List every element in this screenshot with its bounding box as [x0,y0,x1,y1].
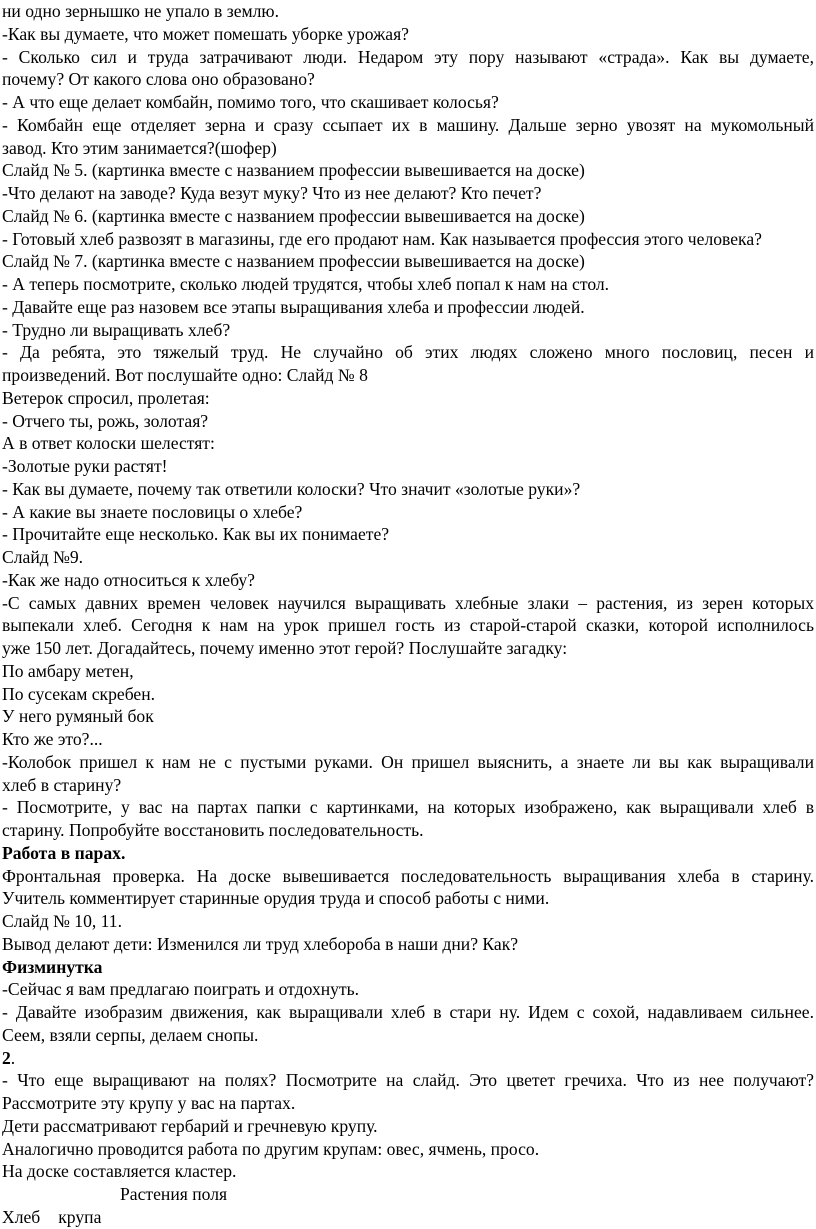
text-line: Слайд №9. [2,547,84,567]
text-line: Рассмотрите эту крупу у вас на партах. [2,1093,296,1113]
text-line: -С самых давних времен человек научился выращивать хлебные злаки – растения, из зерен которых [2,592,814,613]
text-line: хлеб в старину? [2,774,122,795]
section-number-value: 2 [2,1047,11,1068]
text-line: почему? От какого слова оно образовано? [2,69,315,90]
poem-line: -Золотые руки растят! [2,456,168,476]
text-line: ни одно зернышко не упало в землю. [2,1,279,21]
text-line: -Сейчас я вам предлагаю поиграть и отдохнуть. [2,979,360,1000]
text-line: завод. Кто этим занимается?(шофер) [2,137,277,158]
text-line: - Да ребята, это тяжелый труд. Не случайно об этих людях сложено много пословиц, песен и [2,342,814,363]
cluster-row [2,1206,816,1229]
text-line: На доске составляется кластер. [2,1161,237,1182]
text-line: Аналогично проводится работа по другим крупам: овес, ячмень, просо. [2,1138,540,1159]
cluster-item-bread: Хлеб [2,1206,41,1227]
text-line: выпекали хлеб. Сегодня к нам на урок пришел гость из старой-старой сказки, которой исполнилось [2,615,814,636]
text-line: - Комбайн еще отделяет зерна и сразу ссыпает их в машину. Дальше зерно увозят на мукомольный [2,114,814,135]
riddle-line: У него румяный бок [2,706,154,727]
text-line: Учитель комментирует старинные орудия труда и способ работы с ними. [2,888,550,909]
section-heading: Работа в парах. [2,842,126,863]
poem-line: А в ответ колоски шелестят: [2,433,215,454]
poem-line: Ветерок спросил, пролетая: [2,387,210,408]
text-line: старину. Попробуйте восстановить последовательность. [2,820,424,840]
text-line: - Как вы думаете, почему так ответили колоски? Что значит «золотые руки»? [2,478,581,499]
text-line: - Трудно ли выращивать хлеб? [2,319,231,340]
section-number-suffix: . [10,1047,16,1068]
text-line: Слайд № 7. (картинка вместе с названием профессии вывешивается на доске) [2,251,585,272]
text-line: Фронтальная проверка. На доске вывешивается последовательность выращивания хлеба в старину. [2,865,814,886]
text-line: произведений. Вот послушайте одно: Слайд № 8 [2,365,368,385]
text-line: Вывод делают дети: Изменился ли труд хлебороба в наши дни? Как? [2,933,519,954]
text-line: -Как вы думаете, что может помешать уборке урожая? [2,23,409,44]
section-heading: Физминутка [2,956,103,977]
text-line: уже 150 лет. Догадайтесь, почему именно этот герой? Послушайте загадку: [2,638,568,658]
text-line: - А что еще делает комбайн, помимо того, что скашивает колосья? [2,92,499,112]
text-line: Дети рассматривают гербарий и гречневую крупу. [2,1115,378,1136]
text-line: -Как же надо относиться к хлебу? [2,569,255,590]
riddle-line: По амбару метен, [2,660,134,681]
poem-line: - Отчего ты, рожь, золотая? [2,410,209,431]
text-line: Сеем, взяли серпы, делаем снопы. [2,1024,259,1045]
text-line: - Сколько сил и труда затрачивают люди. Недаром эту пору называют «страда». Как вы думаете, [2,46,814,67]
riddle-line: По сусекам скребен. [2,683,156,704]
text-line: - Что еще выращивают на полях? Посмотрите на слайд. Это цветет гречиха. Что из нее получают? [2,1070,814,1091]
text-line: - Посмотрите, у вас на партах папки с картинками, на которых изображено, как выращивали хлеб в [2,797,814,818]
riddle-line: Кто же это?... [2,729,103,749]
text-line: -Что делают на заводе? Куда везут муку? Что из нее делают? Кто печет? [2,183,542,203]
text-line: - Давайте еще раз назовем все этапы выращивания хлеба и профессии людей. [2,296,585,317]
text-line: - Прочитайте еще несколько. Как вы их понимаете? [2,524,390,545]
cluster-title: Растения поля [120,1184,228,1204]
text-line: - А какие вы знаете пословицы о хлебе? [2,501,303,522]
section-number [2,1047,816,1070]
text-line: - Давайте изобразим движения, как выращивали хлеб в стари ну. Идем с сохой, надавливаем сильнее. [2,1002,814,1022]
text-line: Слайд № 10, 11. [2,911,123,931]
text-line: Слайд № 6. (картинка вместе с названием профессии вывешивается на доске) [2,205,585,226]
cluster-item-grain: крупа [58,1206,102,1227]
text-line: - А теперь посмотрите, сколько людей трудятся, чтобы хлеб попал к нам на стол. [2,274,610,294]
text-line: Слайд № 5. (картинка вместе с названием профессии вывешивается на доске) [2,160,585,181]
text-line: -Колобок пришел к нам не с пустыми руками. Он пришел выяснить, а знаете ли вы как выращивали [2,751,814,772]
text-line: - Готовый хлеб развозят в магазины, где его продают нам. Как называется профессия этого человека? [2,228,762,249]
